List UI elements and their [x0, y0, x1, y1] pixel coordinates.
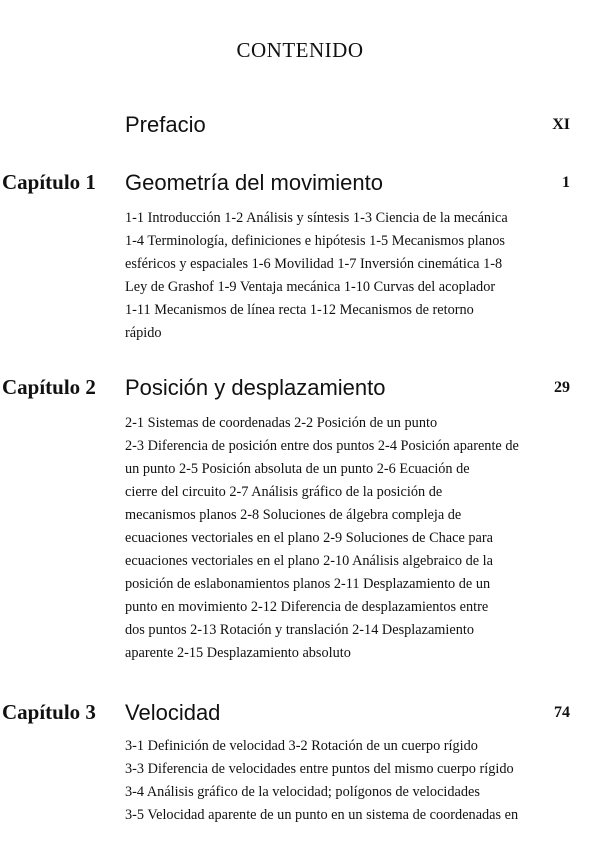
chapter-3-sections [125, 735, 565, 827]
section-line: ecuaciones vectoriales en el plano 2-10 Análisis algebraico de la [125, 553, 493, 569]
chapter-3-page-number: 74 [554, 704, 570, 721]
section-line: dos puntos 2-13 Rotación y translación 2-14 Desplazamiento [125, 622, 475, 638]
section-line: ecuaciones vectoriales en el plano 2-9 Soluciones de Chace para [125, 530, 493, 546]
section-line: 3-4 Análisis gráfico de la velocidad; polígonos de velocidades [125, 784, 480, 800]
section-line: esféricos y espaciales 1-6 Movilidad 1-7 Inversión cinemática 1-8 [125, 256, 503, 272]
section-line: Ley de Grashof 1-9 Ventaja mecánica 1-10 Curvas del acoplador [125, 279, 496, 295]
chapter-1-page-number: 1 [562, 174, 570, 191]
section-line: 3-1 Definición de velocidad 3-2 Rotación de un cuerpo rígido [125, 738, 478, 754]
chapter-3-label: Capítulo 3 [2, 700, 96, 724]
section-line: 2-3 Diferencia de posición entre dos puntos 2-4 Posición aparente de [125, 438, 519, 454]
section-line: posición de eslabonamientos planos 2-11 Desplazamiento de un [125, 576, 491, 592]
section-line: 1-1 Introducción 1-2 Análisis y síntesis 1-3 Ciencia de la mecánica [125, 210, 508, 226]
chapter-2-page-number: 29 [554, 379, 570, 396]
preface-page-number: XI [552, 116, 570, 133]
chapter-1-title: Geometría del movimiento [125, 170, 383, 195]
section-line: cierre del circuito 2-7 Análisis gráfico de la posición de [125, 484, 443, 500]
section-line: rápido [125, 325, 162, 341]
section-line: 1-11 Mecanismos de línea recta 1-12 Mecanismos de retorno [125, 302, 474, 318]
preface-title: Prefacio [125, 112, 206, 137]
chapter-2-sections [125, 412, 565, 665]
section-line: un punto 2-5 Posición absoluta de un punto 2-6 Ecuación de [125, 461, 470, 477]
chapter-2-title: Posición y desplazamiento [125, 375, 386, 400]
page-title: CONTENIDO [236, 38, 364, 62]
section-line: aparente 2-15 Desplazamiento absoluto [125, 645, 351, 661]
section-line: punto en movimiento 2-12 Diferencia de desplazamientos entre [125, 599, 489, 615]
chapter-2-label: Capítulo 2 [2, 375, 96, 399]
chapter-3-title: Velocidad [125, 700, 221, 725]
section-line: 1-4 Terminología, definiciones e hipótesis 1-5 Mecanismos planos [125, 233, 505, 249]
chapter-1-sections [125, 207, 565, 345]
section-line: 3-3 Diferencia de velocidades entre puntos del mismo cuerpo rígido [125, 761, 514, 777]
chapter-1-label: Capítulo 1 [2, 170, 96, 194]
section-line: 3-5 Velocidad aparente de un punto en un sistema de coordenadas en [125, 807, 519, 823]
section-line: mecanismos planos 2-8 Soluciones de álgebra compleja de [125, 507, 462, 523]
section-line: 2-1 Sistemas de coordenadas 2-2 Posición de un punto [125, 415, 438, 431]
